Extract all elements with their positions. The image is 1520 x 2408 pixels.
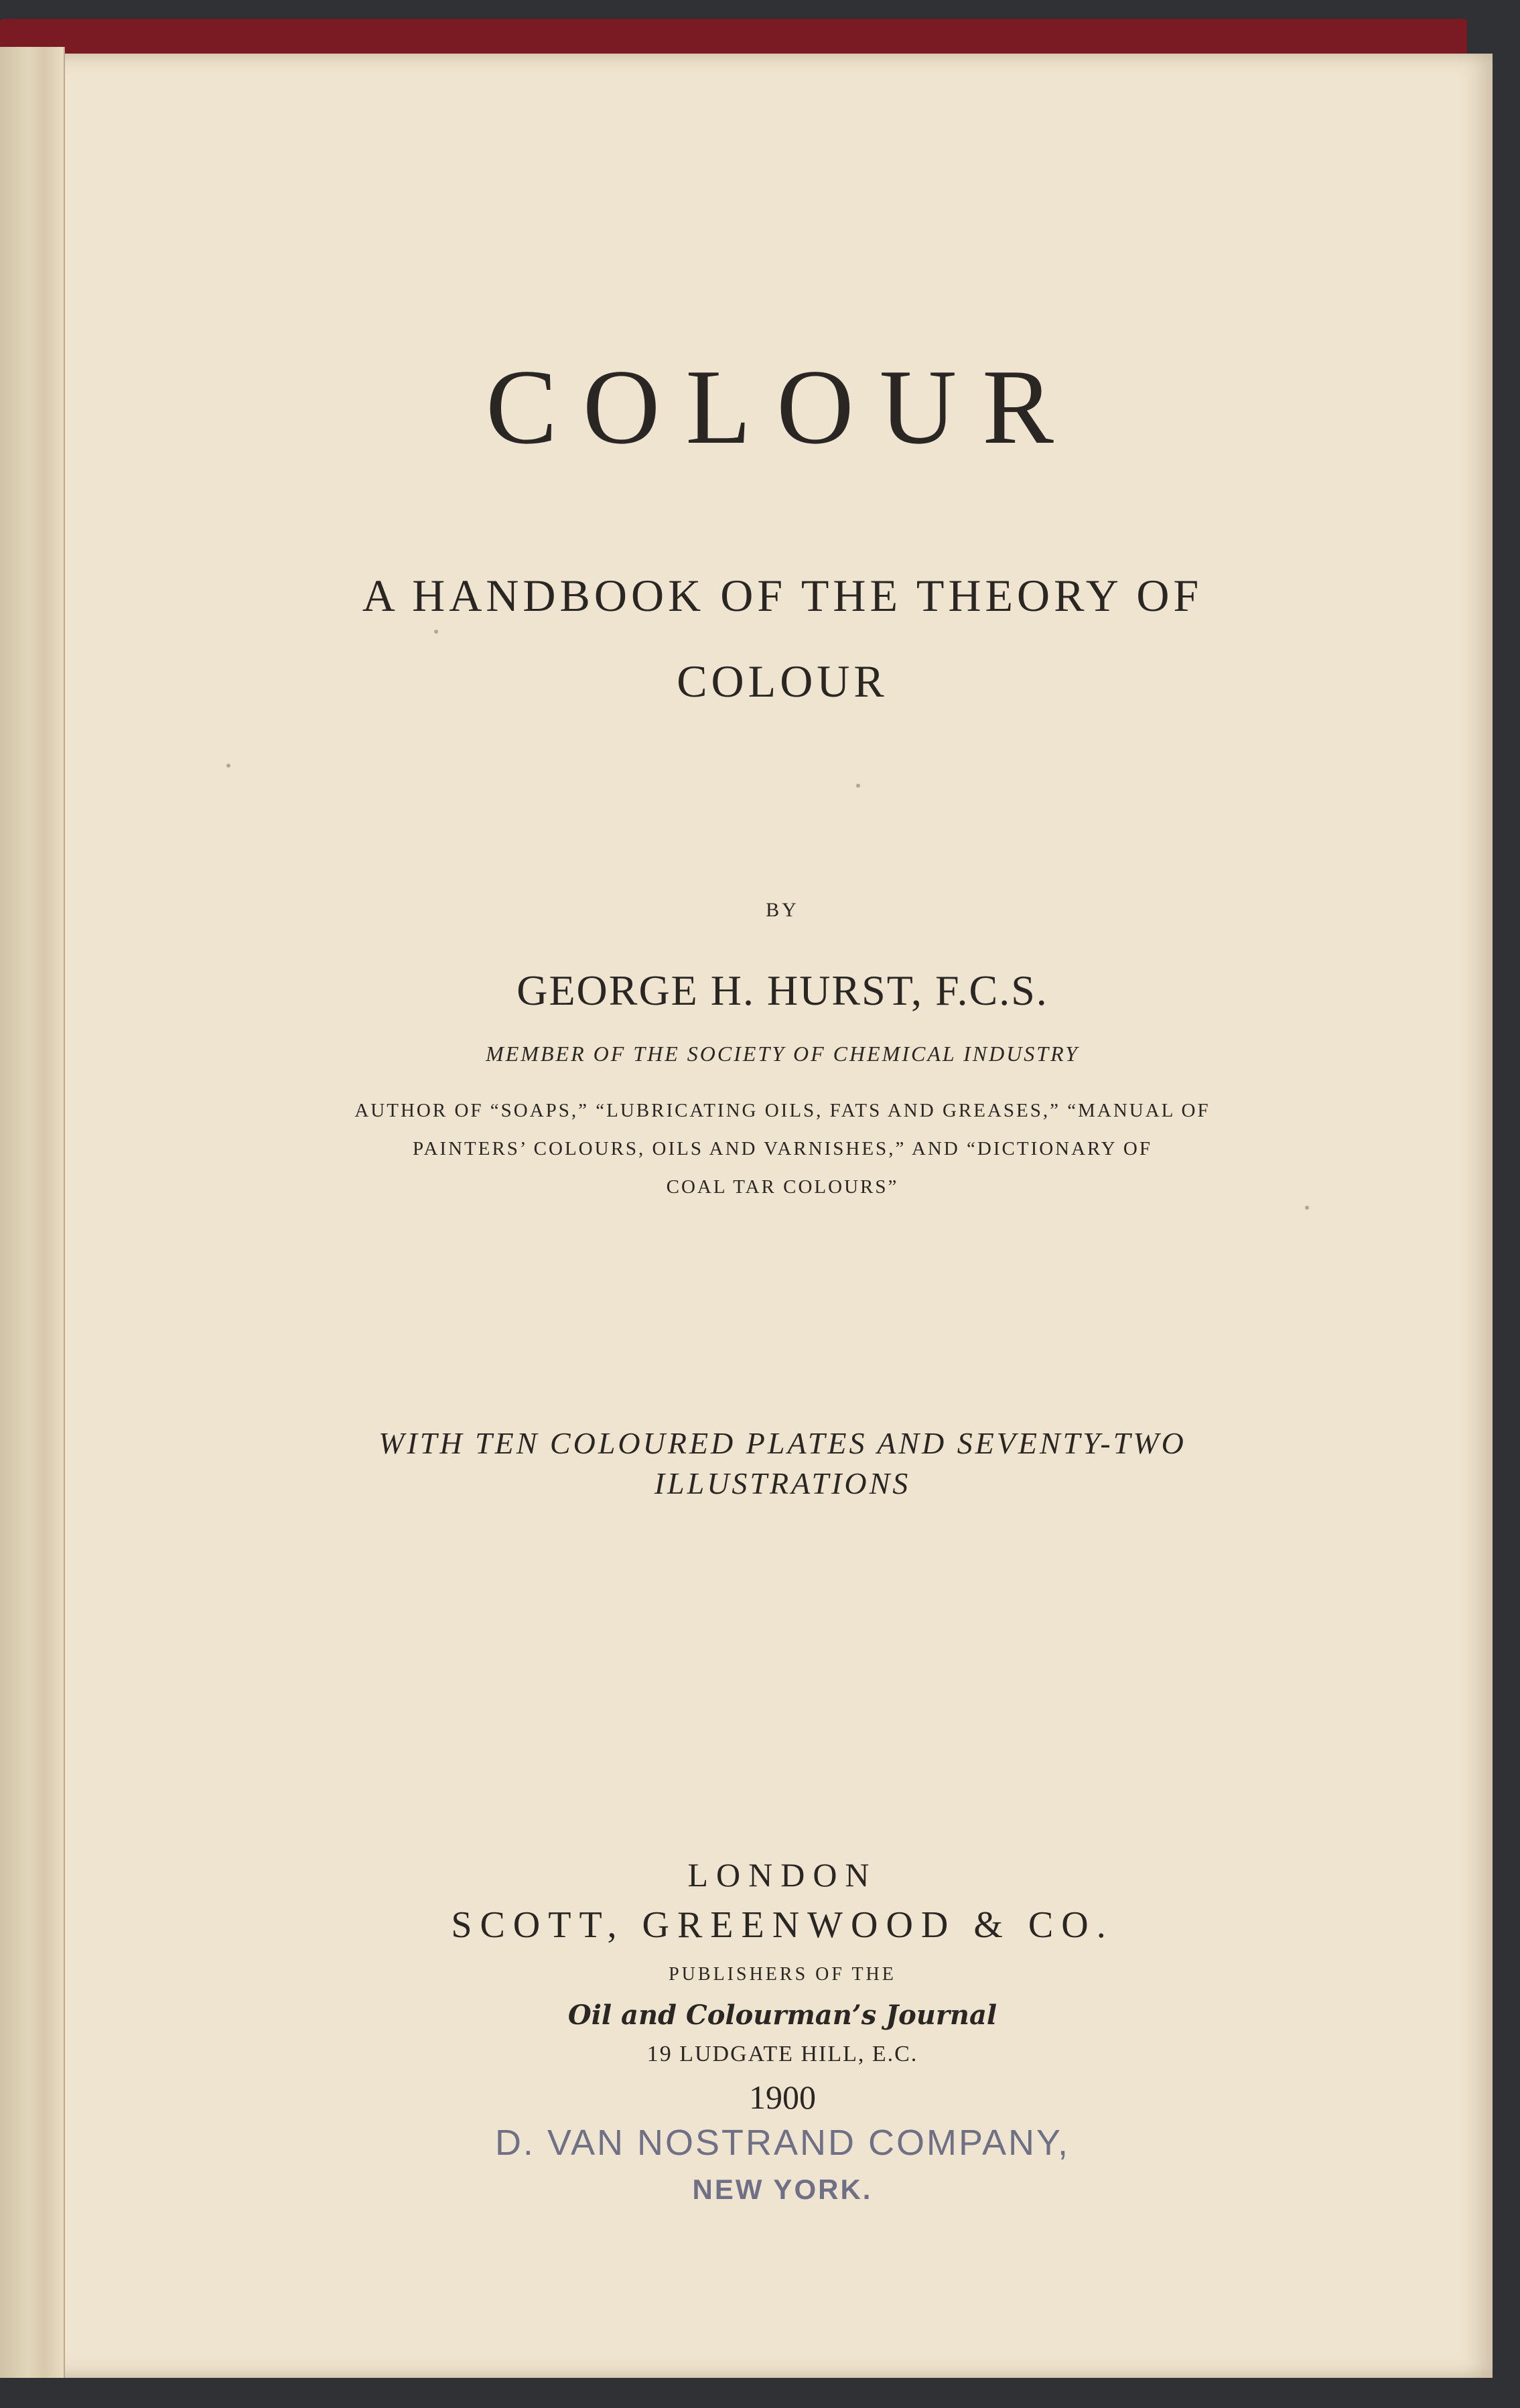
subtitle-line-2: COLOUR bbox=[677, 656, 888, 707]
works-line-2: PAINTERS’ COLOURS, OILS AND VARNISHES,” AND “DICTIONARY OF bbox=[413, 1138, 1152, 1159]
title-page bbox=[19, 54, 1493, 2378]
works-line-3: COAL TAR COLOURS” bbox=[666, 1176, 899, 1198]
author-name: GEORGE H. HURST, F.C.S. bbox=[516, 967, 1048, 1014]
author-membership: MEMBER OF THE SOCIETY OF CHEMICAL INDUSTRY bbox=[486, 1042, 1079, 1066]
author-works bbox=[113, 1092, 1452, 1206]
plates-note bbox=[113, 1423, 1452, 1504]
works-line-1: AUTHOR OF “SOAPS,” “LUBRICATING OILS, FATS AND GREASES,” “MANUAL OF bbox=[354, 1100, 1211, 1121]
publishers-of-label: PUBLISHERS OF THE bbox=[669, 1964, 896, 1985]
page-gutter bbox=[0, 47, 65, 2378]
plates-line-1: WITH TEN COLOURED PLATES AND SEVENTY-TWO bbox=[378, 1426, 1186, 1460]
plates-line-2: ILLUSTRATIONS bbox=[654, 1466, 911, 1500]
publisher-name: SCOTT, GREENWOOD & CO. bbox=[451, 1904, 1114, 1946]
paper-speck bbox=[1305, 1206, 1309, 1210]
paper-speck bbox=[856, 784, 860, 788]
paper-speck bbox=[226, 764, 230, 768]
paper-speck bbox=[434, 630, 438, 634]
by-line: BY bbox=[766, 899, 799, 921]
book-title: COLOUR bbox=[486, 347, 1079, 466]
subtitle-line-1: A HANDBOOK OF THE THEORY OF bbox=[362, 570, 1203, 621]
library-stamp-line-1: D. VAN NOSTRAND COMPANY, bbox=[494, 2123, 1070, 2163]
library-stamp-line-2: NEW YORK. bbox=[692, 2174, 873, 2205]
publisher-address: 19 LUDGATE HILL, E.C. bbox=[646, 2042, 918, 2066]
publication-year: 1900 bbox=[749, 2078, 816, 2116]
publication-city: LONDON bbox=[687, 1856, 878, 1894]
journal-name: Oil and Colourman’s Journal bbox=[567, 1999, 997, 2031]
